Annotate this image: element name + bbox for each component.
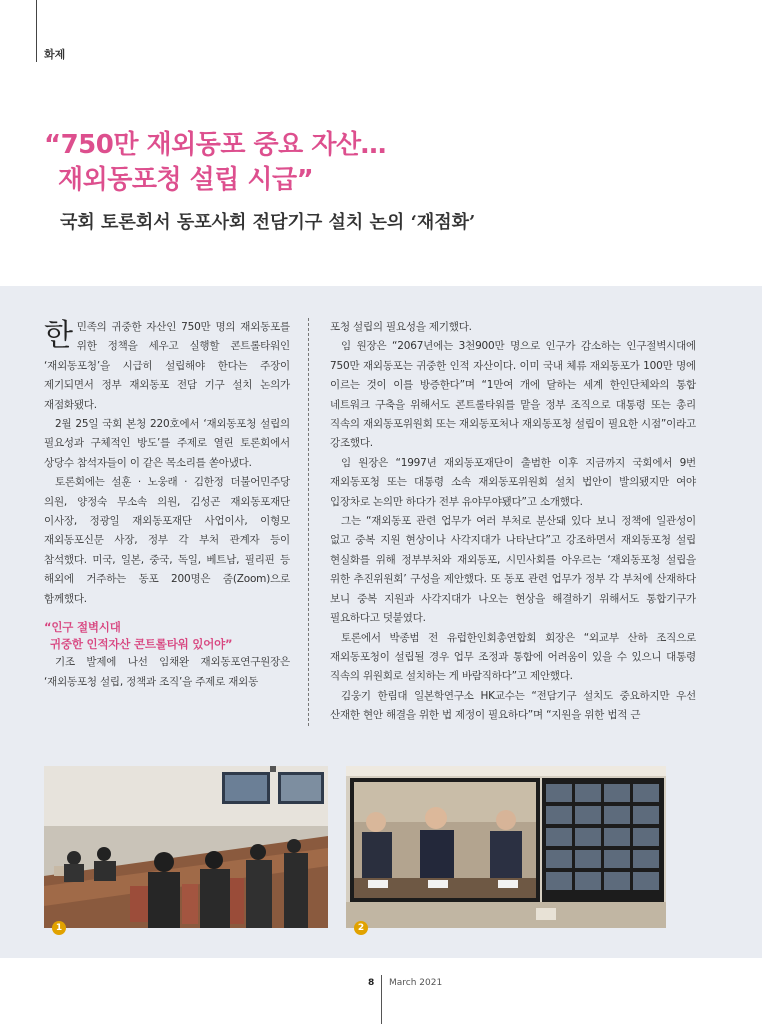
subheading-line-1: “인구 절벽시대	[44, 620, 121, 635]
top-vertical-rule	[36, 0, 37, 62]
paragraph-2: 2월 25일 국회 본청 220호에서 ‘재외동포청 설립의 필요성과 구체적인 방도’를 주제로 열린 토론회에서 상당수 참석자들이 이 같은 목소리를 쏟아냈다.	[44, 418, 290, 469]
paragraph-4: 기조 발제에 나선 임채완 재외동포연구원장은 ‘재외동포청 설립, 정책과 조직’을 주제로 재외동	[44, 656, 290, 688]
headline-line-1: “750만 재외동포 중요 자산…	[44, 130, 387, 160]
paragraph-8: 그는 “재외동포 관련 업무가 여러 부처로 분산돼 있다 보니 정책에 일관성이 없고 중복 지원 현상이나 사각지대가 나타난다”고 강조하면서 재외동포청 설립 현실화를 위해 정부부처와 재외동포, 시민사회를 아우르는 ‘재외동포청 설립을 위한 추진위원회’ 구성을 제안했다. 또 동포 관련 업무가 정부 각 부처에 산재하다 보니 중복 지원과 사각지대가 나오는 현상을 해결하기 위해서도 통합기구가 필요하다고 덧붙였다.	[330, 515, 696, 625]
subheading-line-2: 귀중한 인적자산 콘트롤타워 있어야”	[50, 637, 233, 652]
section-tag: 화제	[44, 48, 66, 61]
photo-badge-1: 1	[52, 921, 66, 935]
drop-cap: 한	[44, 318, 73, 353]
section-subheading	[44, 619, 290, 653]
meeting-room-photo	[44, 766, 328, 928]
paragraph-1-text: 민족의 귀중한 자산인 750만 명의 재외동포를 위한 정책을 세우고 실행할 콘트롤타워인 ‘재외동포청’을 시급히 설립해야 한다는 주장이 제기되면서 정부 재외동포 전담 기구 설치 논의가 재점화됐다.	[44, 321, 290, 411]
paragraph-9: 토론에서 박종범 전 유럽한인회총연합회 회장은 “외교부 산하 조직으로 재외동포청이 설립될 경우 업무 조정과 통합에 어려움이 있을 수 있으니 대통령 직속의 위원회로 설치하는 게 바람직하다”고 제안했다.	[330, 631, 696, 683]
article-column-left	[44, 318, 290, 692]
headline-line-2: 재외동포청 설립 시급”	[58, 165, 314, 195]
video-conference-photo	[346, 766, 666, 928]
column-divider	[308, 318, 309, 726]
article-column-right	[330, 318, 696, 726]
photo-badge-2: 2	[354, 921, 368, 935]
paragraph-6: 임 원장은 “2067년에는 3천900만 명으로 인구가 감소하는 인구절벽시대에 750만 재외동포는 귀중한 인적 자산이다. 이미 국내 체류 재외동포가 100만 명에 이르는 것이 이를 방증한다”며 “1만여 개에 달하는 세계 한인단체와의 통합 네트워크 구축을 위해서도 콘트롤타워를 맡을 정부 조직으로 대통령 또는 총리 직속의 재외동포위원회 또는 재외동포처나 재외동포청 설립이 필요한 시점”이라고 강조했다.	[330, 340, 696, 450]
subheadline: 국회 토론회서 동포사회 전담기구 설치 논의 ‘재점화’	[60, 212, 476, 233]
paragraph-7: 임 원장은 “1997년 재외동포재단이 출범한 이후 지금까지 국회에서 9번 재외동포청 또는 대통령 소속 재외동포위원회 설치 법안이 발의됐지만 여야 입장차로 논의만 하다가 전부 유야무야됐다”고 소개했다.	[330, 456, 696, 508]
paragraph-3: 토론회에는 설훈 · 노웅래 · 김한정 더불어민주당 의원, 양정숙 무소속 의원, 김성곤 재외동포재단 이사장, 정광일 재외동포재단 사업이사, 이형모 재외동포신문 사장, 정부 각 부처 관계자 등이 참석했다. 미국, 일본, 중국, 독일, 베트남, 필리핀 등 해외에 거주하는 동포 200명은 줌(Zoom)으로 함께했다.	[44, 476, 290, 605]
paragraph-1	[44, 318, 290, 415]
page-number: 8	[368, 978, 375, 988]
paragraph-5: 포청 설립의 필요성을 제기했다.	[330, 321, 472, 333]
paragraph-10: 김웅기 한림대 일본학연구소 HK교수는 “전담기구 설치도 중요하지만 우선 산재한 현안 해결을 위한 법 제정이 필요하다”며 “지원을 위한 법적 근	[330, 689, 696, 722]
footer-rule	[381, 975, 382, 1024]
headline	[44, 128, 386, 198]
issue-date: March 2021	[389, 978, 443, 988]
